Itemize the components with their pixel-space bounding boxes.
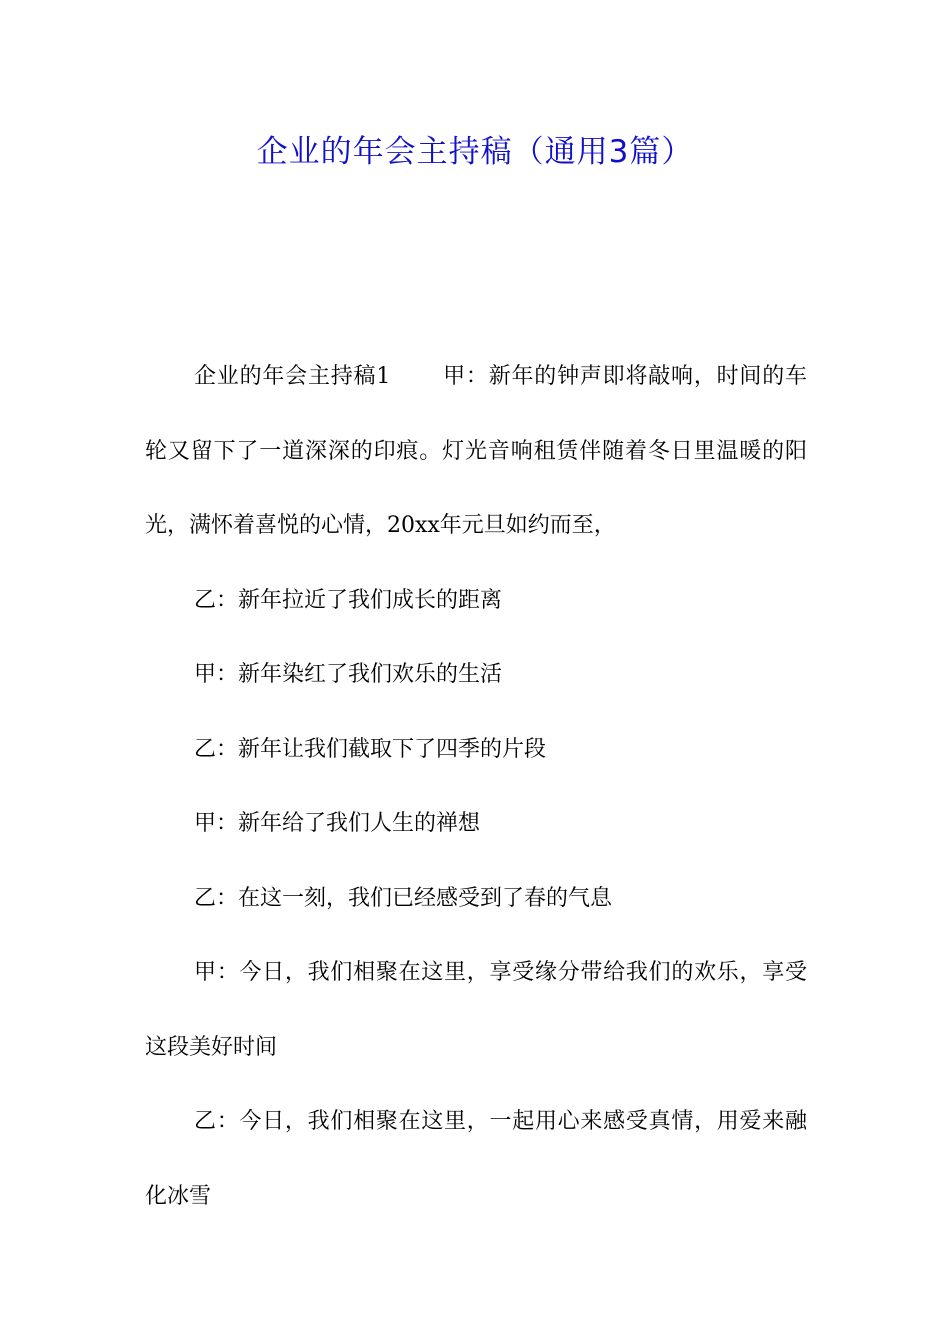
- section-heading: 企业的年会主持稿1: [194, 364, 391, 389]
- paragraph-7: 甲：今日，我们相聚在这里，享受缘分带给我们的欢乐，享受这段美好时间: [145, 960, 807, 1060]
- document-body: [145, 340, 807, 1234]
- paragraph-6: 乙：在这一刻，我们已经感受到了春的气息: [194, 885, 613, 911]
- paragraph-3: 甲：新年染红了我们欢乐的生活: [194, 662, 503, 687]
- paragraph-5: 甲：新年给了我们人生的禅想: [194, 811, 481, 836]
- paragraph-text: 甲：新年的钟声即将敲响，时间的车轮又留下了一道深深的印痕。灯光音响租赁伴随着冬日里温暖的阳光，满怀着喜悦的心情，20xx年元旦如约而至，: [145, 364, 807, 538]
- document-title: 企业的年会主持稿（通用3篇）: [256, 134, 694, 170]
- paragraph-2: 乙：新年拉近了我们成长的距离: [194, 587, 503, 613]
- paragraph-8: 乙：今日，我们相聚在这里，一起用心来感受真情，用爱来融化冰雪: [145, 1109, 807, 1209]
- paragraph-1: [145, 340, 807, 564]
- paragraph-4: 乙：新年让我们截取下了四季的片段: [194, 736, 547, 762]
